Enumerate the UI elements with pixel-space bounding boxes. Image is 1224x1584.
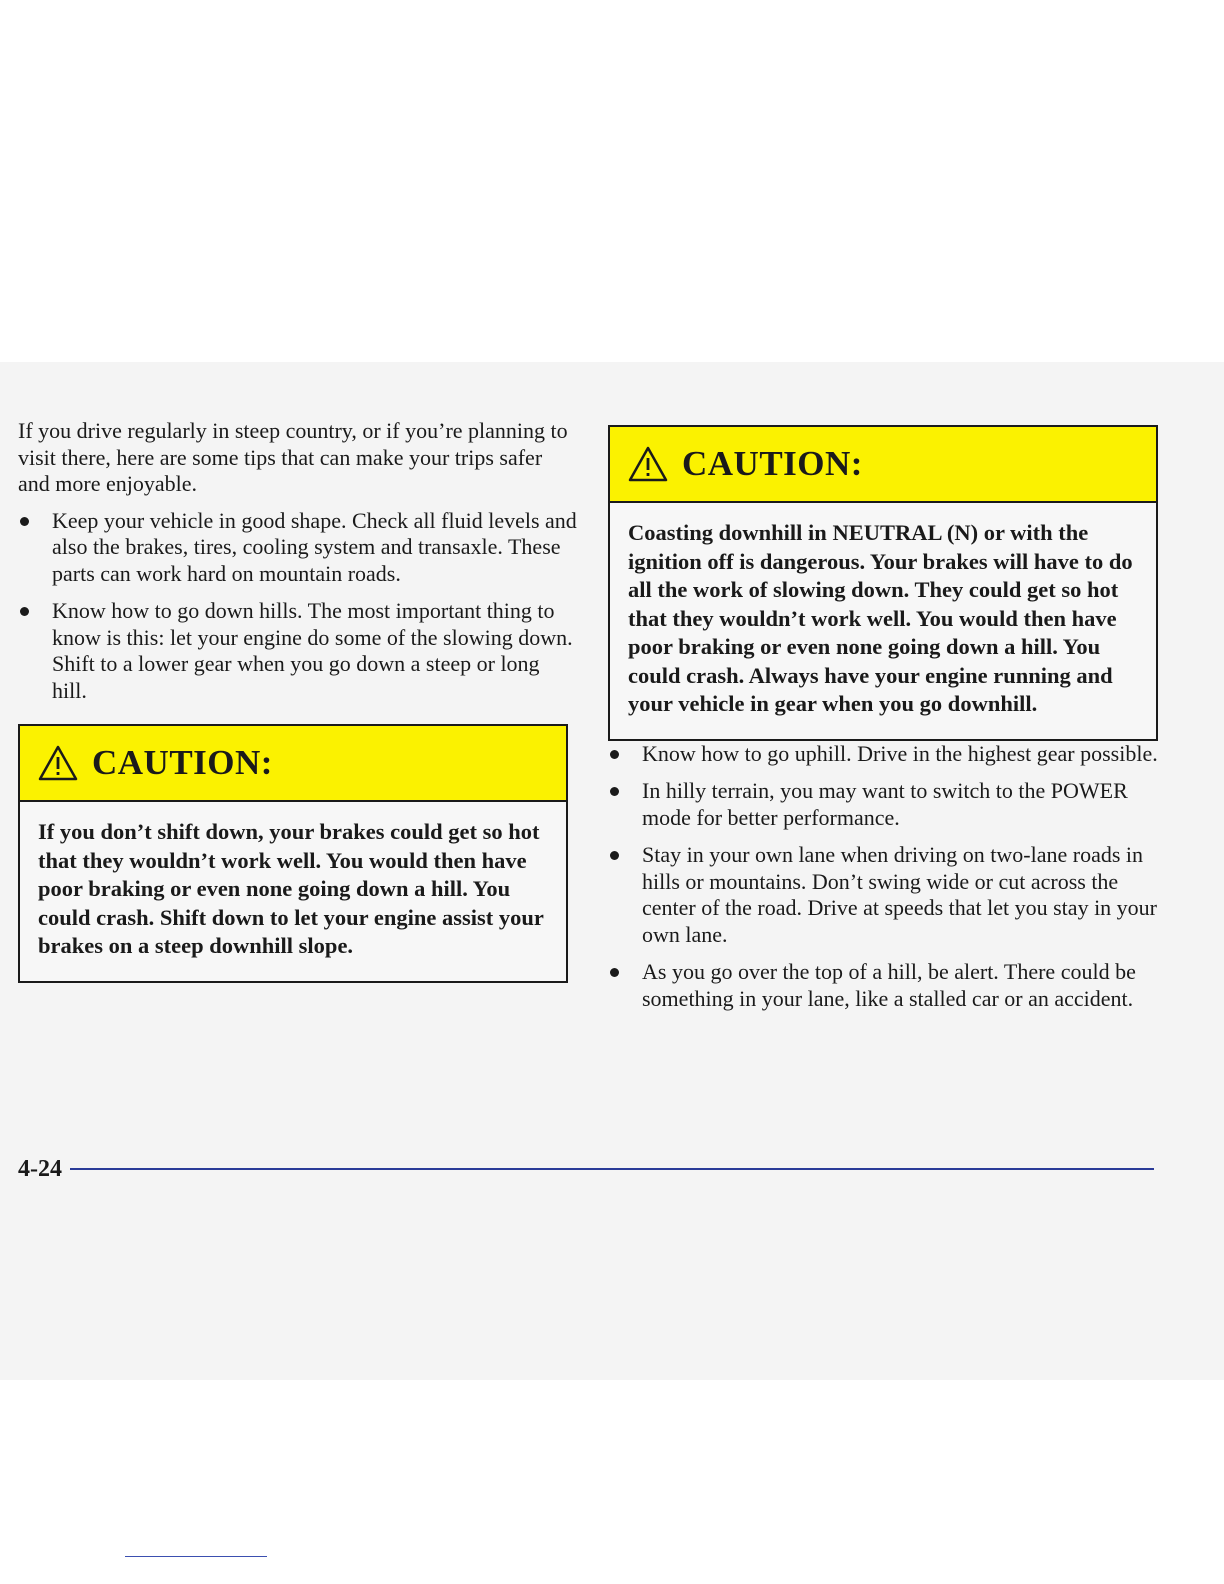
- caution-text: Coasting downhill in NEUTRAL (N) or with the ignition off is dangerous. Your brakes will have to do all the work of slowing down. They could get so hot that they wouldn’t work well. You would then have poor braking or even none going down a hill. You could crash. Always have your engine running and your vehicle in gear when you go downhill.: [628, 520, 1133, 716]
- intro-paragraph: If you drive regularly in steep country, or if you’re planning to visit there, here are some tips that can make your trips safer and more enjoyable.: [18, 418, 568, 496]
- caution-box-right: [608, 425, 1158, 741]
- page-footer: [18, 1152, 1154, 1186]
- caution-title: CAUTION:: [92, 743, 273, 782]
- page-number: 4-24: [18, 1155, 62, 1182]
- list-item: [608, 741, 1168, 768]
- right-bullet-list: [608, 741, 1168, 1013]
- bullet-text: Know how to go down hills. The most important thing to know is this: let your engine do some of the slowing down. Shift to a lower gear when you go down a steep or long hill.: [52, 598, 573, 703]
- list-item: [608, 778, 1168, 831]
- caution-header: [610, 427, 1156, 503]
- bullet-text: Stay in your own lane when driving on two-lane roads in hills or mountains. Don’t swing wide or cut across the center of the road. Drive at speeds that let you stay in your own lane.: [642, 842, 1158, 947]
- list-item: [608, 842, 1168, 948]
- footer-divider: [70, 1168, 1154, 1170]
- bullet-icon: [610, 851, 619, 860]
- bullet-text: As you go over the top of a hill, be alert. There could be something in your lane, like a stalled car or an accident.: [642, 959, 1136, 1011]
- caution-title: CAUTION:: [682, 444, 863, 483]
- caution-box-left: [18, 724, 568, 983]
- bullet-icon: [610, 750, 619, 759]
- bullet-icon: [20, 517, 29, 526]
- caution-header: [20, 726, 566, 802]
- bullet-icon: [610, 787, 619, 796]
- warning-triangle-icon: [38, 745, 78, 781]
- left-bullet-list: [18, 508, 578, 705]
- list-item: [608, 959, 1168, 1012]
- bullet-text: In hilly terrain, you may want to switch to the POWER mode for better performance.: [642, 778, 1128, 830]
- list-item: [18, 508, 578, 588]
- right-column: [608, 425, 1168, 1023]
- left-column: [18, 418, 578, 983]
- bullet-icon: [610, 968, 619, 977]
- list-item: [18, 598, 578, 704]
- bullet-text: Keep your vehicle in good shape. Check all fluid levels and also the brakes, tires, cooling system and transaxle. These parts can work hard on mountain roads.: [52, 507, 577, 586]
- bottom-link-underline[interactable]: [125, 1556, 267, 1557]
- bullet-text: Know how to go uphill. Drive in the highest gear possible.: [642, 740, 1158, 766]
- warning-triangle-icon: [628, 446, 668, 482]
- caution-text: If you don’t shift down, your brakes could get so hot that they wouldn’t work well. You would then have poor braking or even none going down a hill. You could crash. Shift down to let your engine assist your brakes on a steep downhill slope.: [38, 819, 544, 958]
- bullet-icon: [20, 607, 29, 616]
